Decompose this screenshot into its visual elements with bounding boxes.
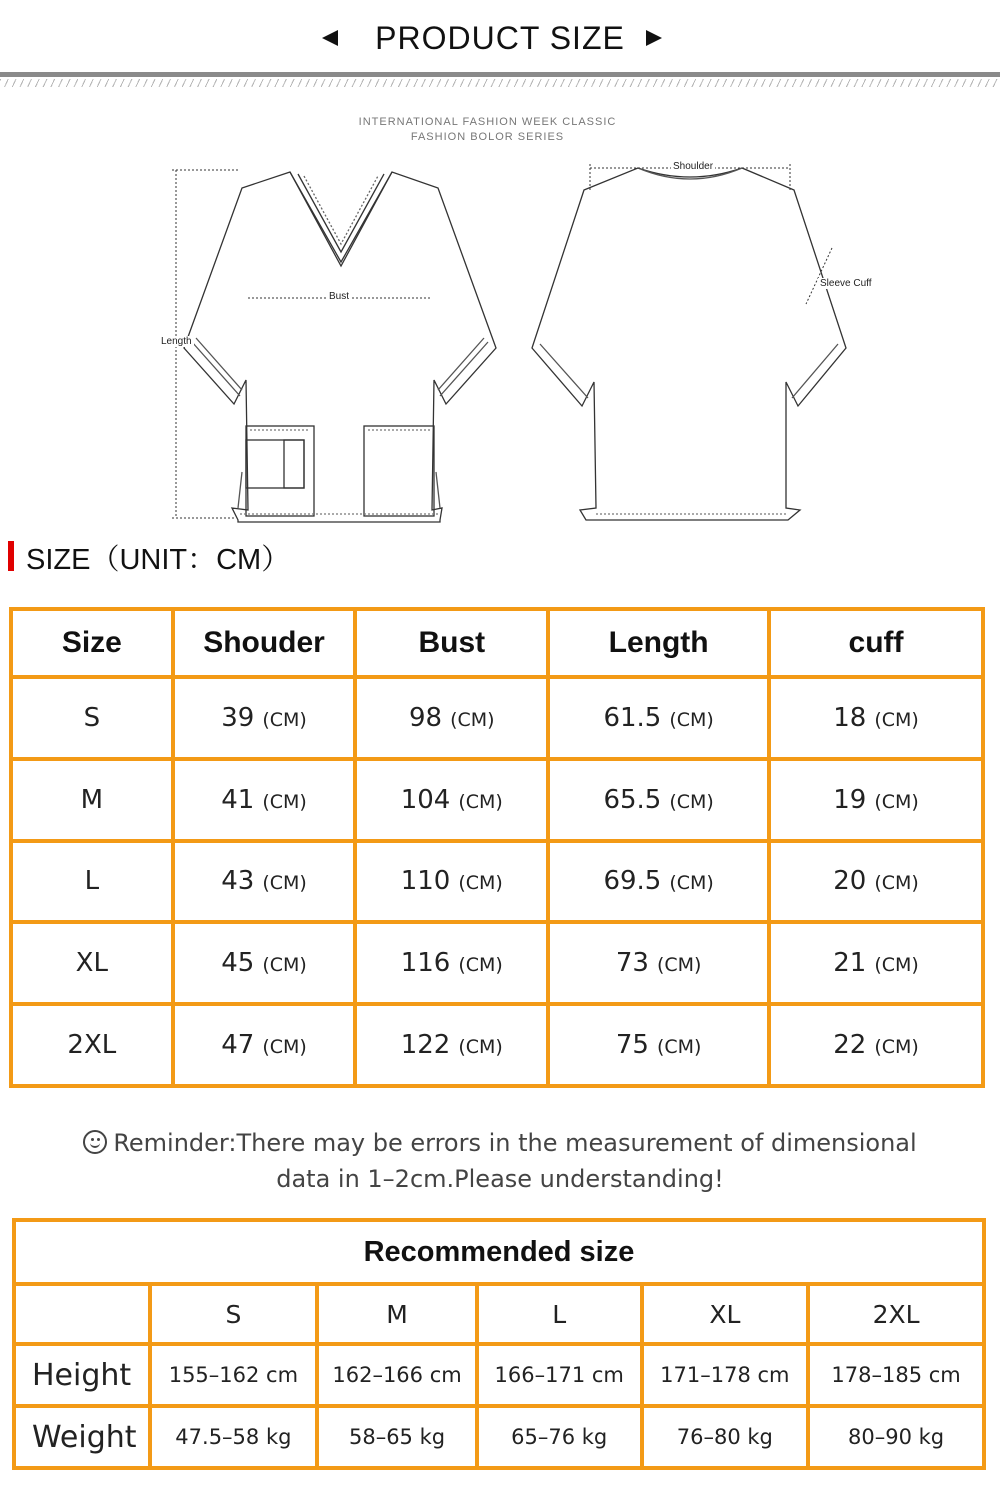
reminder-note bbox=[40, 1125, 960, 1197]
rec-size-header: S bbox=[150, 1284, 318, 1344]
unit-label: (CM) bbox=[669, 790, 714, 813]
size-cell: XL bbox=[11, 922, 173, 1004]
unit-label: (CM) bbox=[874, 1036, 919, 1059]
unit-label: (CM) bbox=[669, 708, 714, 731]
length-value: 75 bbox=[615, 1030, 649, 1061]
size-cell: S bbox=[11, 677, 173, 759]
height-label: Height bbox=[14, 1344, 150, 1406]
weight-value: 65–76 kg bbox=[477, 1406, 642, 1468]
weight-row bbox=[14, 1406, 984, 1468]
page-title: PRODUCT SIZE bbox=[375, 20, 625, 56]
weight-label: Weight bbox=[14, 1406, 150, 1468]
header-hatch-divider bbox=[0, 79, 1000, 87]
empty-corner-cell bbox=[14, 1284, 150, 1344]
recommended-title: Recommended size bbox=[14, 1220, 984, 1284]
weight-value: 58–65 kg bbox=[317, 1406, 477, 1468]
cuff-value: 18 bbox=[833, 702, 867, 733]
header-divider bbox=[0, 72, 1000, 77]
header-size: Size bbox=[11, 609, 173, 677]
rec-size-header: M bbox=[317, 1284, 477, 1344]
length-value: 65.5 bbox=[603, 784, 662, 815]
page-header bbox=[0, 0, 1000, 90]
unit-label: (CM) bbox=[458, 790, 503, 813]
shoulder-value: 39 bbox=[221, 702, 255, 733]
size-cell: M bbox=[11, 759, 173, 841]
header-bust: Bust bbox=[355, 609, 548, 677]
unit-label: (CM) bbox=[262, 1036, 307, 1059]
weight-value: 80–90 kg bbox=[808, 1406, 984, 1468]
shoulder-value: 45 bbox=[221, 948, 255, 979]
garment-diagram bbox=[0, 100, 1000, 530]
height-value: 162–166 cm bbox=[317, 1344, 477, 1406]
header-cuff: cuff bbox=[769, 609, 983, 677]
table-row bbox=[11, 841, 983, 923]
cuff-value: 20 bbox=[833, 866, 867, 897]
size-cell: 2XL bbox=[11, 1004, 173, 1086]
length-label: Length bbox=[161, 336, 192, 347]
height-value: 171–178 cm bbox=[642, 1344, 809, 1406]
recommended-size-table bbox=[12, 1218, 986, 1470]
unit-label: (CM) bbox=[874, 708, 919, 731]
back-shirt-outline bbox=[532, 168, 846, 520]
cuff-value: 22 bbox=[833, 1030, 867, 1061]
cuff-value: 19 bbox=[833, 784, 867, 815]
unit-label: (CM) bbox=[458, 954, 503, 977]
bust-value: 122 bbox=[400, 1030, 451, 1061]
table-row bbox=[11, 1004, 983, 1086]
unit-label: (CM) bbox=[874, 790, 919, 813]
header-length: Length bbox=[548, 609, 769, 677]
size-cell: L bbox=[11, 841, 173, 923]
height-value: 155–162 cm bbox=[150, 1344, 318, 1406]
reminder-line1: Reminder:There may be errors in the measurement of dimensional bbox=[113, 1129, 917, 1157]
front-shirt-outline bbox=[184, 172, 496, 522]
unit-label: (CM) bbox=[874, 954, 919, 977]
reminder-line2: data in 1–2cm.Please understanding! bbox=[276, 1165, 724, 1193]
unit-label: (CM) bbox=[262, 872, 307, 895]
unit-label: (CM) bbox=[458, 872, 503, 895]
unit-label: (CM) bbox=[669, 872, 714, 895]
bust-value: 116 bbox=[400, 948, 451, 979]
length-value: 61.5 bbox=[603, 702, 662, 733]
length-value: 73 bbox=[615, 948, 649, 979]
weight-value: 76–80 kg bbox=[642, 1406, 809, 1468]
front-vneck-trim bbox=[290, 172, 392, 266]
shoulder-value: 47 bbox=[221, 1030, 255, 1061]
unit-label: (CM) bbox=[262, 954, 307, 977]
sleeve-cuff-label: Sleeve Cuff bbox=[820, 278, 872, 289]
bust-label: Bust bbox=[329, 291, 350, 302]
scrub-top-drawing bbox=[0, 100, 1000, 530]
diagram-caption-line1: INTERNATIONAL FASHION WEEK CLASSIC bbox=[358, 116, 617, 128]
unit-label: (CM) bbox=[656, 1036, 702, 1059]
diagram-caption-line2: FASHION BOLOR SERIES bbox=[410, 131, 565, 143]
shoulder-label: Shoulder bbox=[673, 161, 714, 172]
recommended-header-row bbox=[14, 1284, 984, 1344]
weight-value: 47.5–58 kg bbox=[150, 1406, 318, 1468]
smiley-icon bbox=[83, 1130, 107, 1154]
size-table bbox=[9, 607, 985, 1088]
unit-label: (CM) bbox=[874, 872, 919, 895]
bust-value: 98 bbox=[409, 702, 443, 733]
bust-value: 110 bbox=[400, 866, 451, 897]
table-row bbox=[11, 922, 983, 1004]
rec-size-header: XL bbox=[642, 1284, 809, 1344]
header-shoulder: Shouder bbox=[173, 609, 356, 677]
shoulder-value: 43 bbox=[221, 866, 255, 897]
table-row bbox=[11, 759, 983, 841]
height-value: 178–185 cm bbox=[808, 1344, 984, 1406]
size-table-header-row bbox=[11, 609, 983, 677]
unit-label: (CM) bbox=[458, 1036, 503, 1059]
triangle-right-icon bbox=[646, 30, 662, 46]
length-value: 69.5 bbox=[603, 866, 662, 897]
table-row bbox=[11, 677, 983, 759]
unit-label: (CM) bbox=[656, 954, 702, 977]
section-title-text: SIZE（UNIT：CM） bbox=[26, 544, 291, 576]
rec-size-header: L bbox=[477, 1284, 642, 1344]
bust-value: 104 bbox=[400, 784, 451, 815]
shoulder-value: 41 bbox=[221, 784, 255, 815]
unit-label: (CM) bbox=[262, 790, 307, 813]
height-value: 166–171 cm bbox=[477, 1344, 642, 1406]
cuff-value: 21 bbox=[833, 948, 867, 979]
height-row bbox=[14, 1344, 984, 1406]
rec-size-header: 2XL bbox=[808, 1284, 984, 1344]
section-accent-bar bbox=[8, 541, 14, 571]
unit-label: (CM) bbox=[450, 708, 495, 731]
unit-label: (CM) bbox=[262, 708, 307, 731]
